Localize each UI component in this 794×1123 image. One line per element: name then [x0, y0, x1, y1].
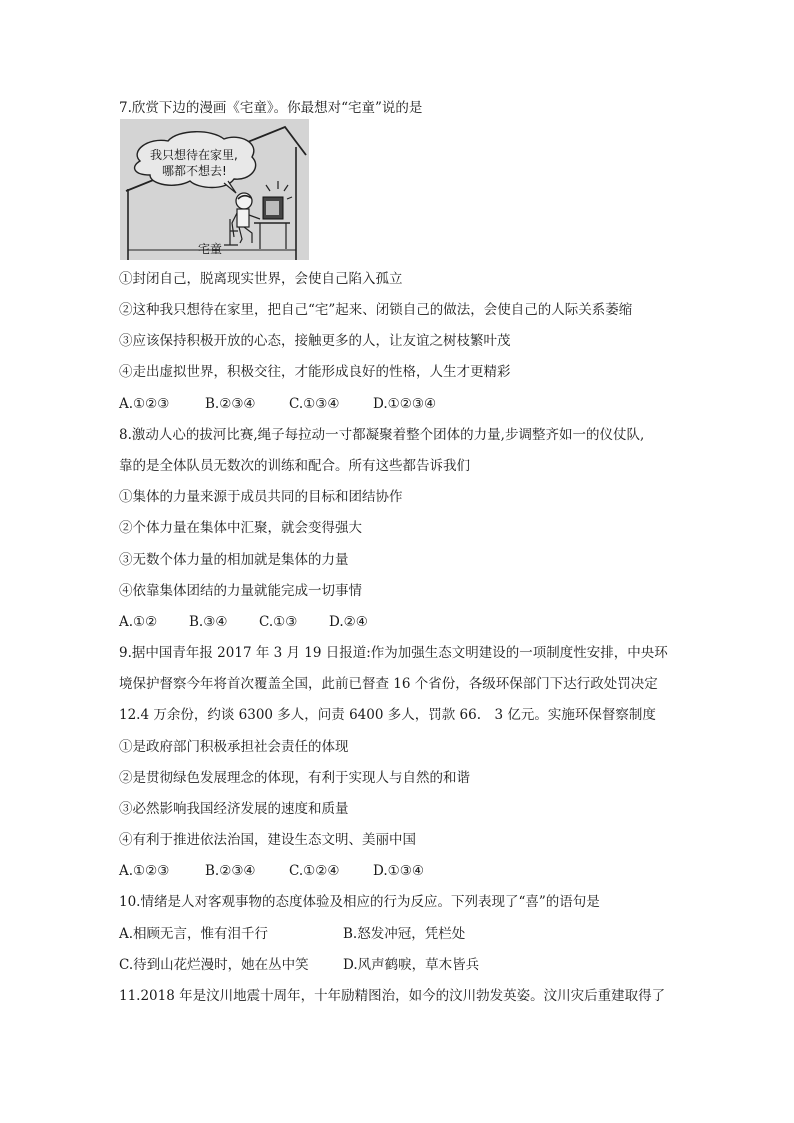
q8-item-3: ③无数个体力量的相加就是集体的力量 — [119, 552, 349, 568]
q7-option-b[interactable]: B.②③④ — [205, 396, 256, 412]
q10-option-a[interactable]: A.相顾无言，惟有泪千行 — [119, 926, 269, 942]
q9-item-3: ③必然影响我国经济发展的速度和质量 — [119, 801, 349, 817]
q9-option-d[interactable]: D.①③④ — [373, 863, 424, 879]
q8-option-d[interactable]: D.②④ — [329, 614, 368, 630]
q8-option-c[interactable]: C.①③ — [259, 614, 298, 630]
q8-item-2: ②个体力量在集体中汇聚，就会变得强大 — [119, 520, 362, 536]
q9-item-2: ②是贯彻绿色发展理念的体现，有利于实现人与自然的和谐 — [119, 770, 470, 786]
q10-option-d[interactable]: D.风声鹤唳，草木皆兵 — [343, 957, 480, 973]
q9-option-b[interactable]: B.②③④ — [205, 863, 256, 879]
q7-item-4: ④走出虚拟世界，积极交往，才能形成良好的性格，人生才更精彩 — [119, 364, 511, 380]
q9-options — [119, 862, 424, 880]
q9-item-1: ①是政府部门积极承担社会责任的体现 — [119, 739, 349, 755]
q9-option-a[interactable]: A.①②③ — [119, 863, 170, 879]
cartoon-caption: 宅童 — [198, 242, 223, 256]
q10-options-row-2 — [119, 956, 479, 974]
q9-option-c[interactable]: C.①②④ — [289, 863, 340, 879]
q10-options-row-1 — [119, 925, 465, 943]
q8-stem-line-2: 靠的是全体队员无数次的训练和配合。所有这些都告诉我们 — [119, 458, 470, 474]
q11-stem-line-1: 11.2018 年是汶川地震十周年，十年励精图治，如今的汶川勃发英姿。汶川灾后重建取得了 — [119, 988, 666, 1004]
bubble-line-2: 哪都不想去! — [162, 164, 227, 178]
q8-option-a[interactable]: A.①② — [119, 614, 158, 630]
q7-item-3: ③应该保持积极开放的心态，接触更多的人，让友谊之树枝繁叶茂 — [119, 333, 511, 349]
q10-stem: 10.情绪是人对客观事物的态度体验及相应的行为反应。下列表现了“喜”的语句是 — [119, 894, 600, 910]
q8-option-b[interactable]: B.③④ — [189, 614, 228, 630]
q8-options — [119, 613, 368, 631]
q8-item-1: ①集体的力量来源于成员共同的目标和团结协作 — [119, 489, 403, 505]
q7-stem: 7.欣赏下边的漫画《宅童》。你最想对“宅童”说的是 — [119, 100, 423, 116]
q9-stem-line-3: 12.4 万余份，约谈 6300 多人，问责 6400 多人，罚款 66. 3 亿元。实施环保督察制度 — [119, 707, 656, 723]
q9-stem-line-1: 9.据中国青年报 2017 年 3 月 19 日报道:作为加强生态文明建设的一项制度性安排，中央环 — [119, 645, 668, 661]
q10-option-c[interactable]: C.待到山花烂漫时，她在丛中笑 — [119, 957, 309, 973]
q7-item-1: ①封闭自己，脱离现实世界，会使自己陷入孤立 — [119, 271, 403, 287]
q9-stem-line-2: 境保护督察今年将首次覆盖全国，此前已督查 16 个省份，各级环保部门下达行政处罚决定 — [119, 676, 658, 692]
q8-stem-line-1: 8.激动人心的拔河比赛,绳子每拉动一寸都凝聚着整个团体的力量,步调整齐如一的仪仗队, — [119, 427, 645, 443]
q7-option-c[interactable]: C.①③④ — [289, 396, 340, 412]
q7-item-2: ②这种我只想待在家里，把自己“宅”起来、闭锁自己的做法，会使自己的人际关系萎缩 — [119, 302, 633, 318]
q7-options — [119, 395, 436, 413]
q9-item-4: ④有利于推进依法治国，建设生态文明、美丽中国 — [119, 832, 416, 848]
q8-item-4: ④依靠集体团结的力量就能完成一切事情 — [119, 583, 362, 599]
q7-option-d[interactable]: D.①②③④ — [373, 396, 437, 412]
cartoon-image — [120, 119, 309, 260]
q10-option-b[interactable]: B.怒发冲冠，凭栏处 — [343, 926, 466, 942]
bubble-line-1: 我只想待在家里, — [150, 148, 238, 162]
house-drawing-icon — [120, 119, 309, 260]
q7-option-a[interactable]: A.①②③ — [119, 396, 170, 412]
